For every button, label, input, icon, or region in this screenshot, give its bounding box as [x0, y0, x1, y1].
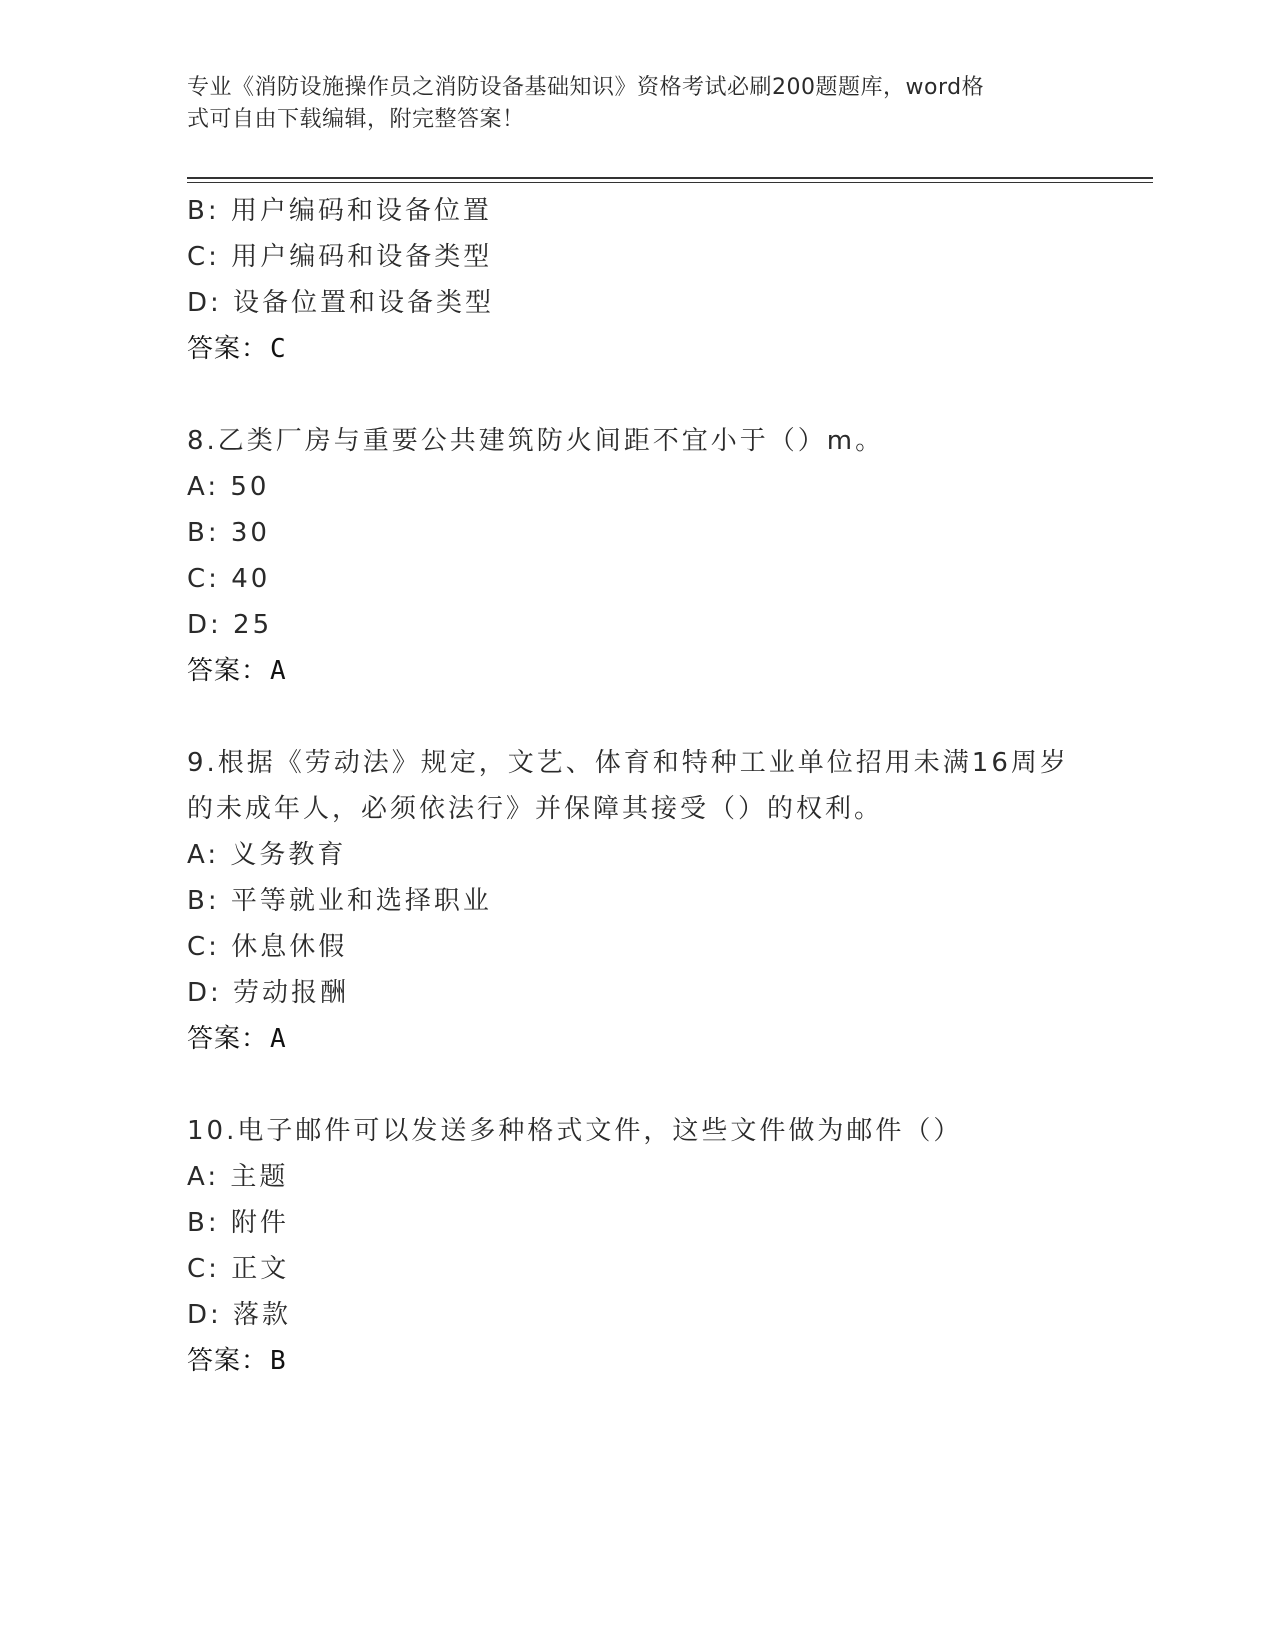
header-line-1: 专业《消防设施操作员之消防设备基础知识》资格考试必刷200题题库，word格 — [187, 75, 985, 100]
option-a: A: 义务教育 — [187, 840, 347, 870]
question-text-line-1: 9.根据《劳动法》规定，文艺、体育和特种工业单位招用未满16周岁 — [187, 748, 1069, 778]
answer-line: 答案：A — [187, 1024, 286, 1054]
question-content — [187, 188, 1087, 1384]
header-line-2: 式可自由下载编辑，附完整答案！ — [187, 107, 525, 132]
question-text: 10.电子邮件可以发送多种格式文件，这些文件做为邮件（） — [187, 1116, 963, 1146]
option-c: C: 休息休假 — [187, 932, 348, 962]
question-9 — [187, 740, 1087, 1062]
option-c: C: 40 — [187, 564, 271, 594]
option-b: B: 用户编码和设备位置 — [187, 196, 492, 226]
option-d: D: 设备位置和设备类型 — [187, 288, 495, 318]
option-d: D: 25 — [187, 610, 273, 640]
option-a: A: 主题 — [187, 1162, 289, 1192]
option-b: B: 平等就业和选择职业 — [187, 886, 492, 916]
option-d: D: 劳动报酬 — [187, 978, 350, 1008]
prev-question-block — [187, 188, 1087, 372]
question-text: 8.乙类厂房与重要公共建筑防火间距不宜小于（）m。 — [187, 426, 885, 456]
question-10 — [187, 1108, 1087, 1384]
option-c: C: 用户编码和设备类型 — [187, 242, 493, 272]
document-header — [187, 72, 1067, 136]
answer-line: 答案：B — [187, 1346, 286, 1376]
header-divider-thin — [187, 182, 1153, 183]
option-d: D: 落款 — [187, 1300, 292, 1330]
question-text-line-2: 的未成年人，必须依法行》并保障其接受（）的权利。 — [187, 794, 884, 824]
option-b: B: 附件 — [187, 1208, 289, 1238]
option-a: A: 50 — [187, 472, 270, 502]
question-8 — [187, 418, 1087, 694]
option-c: C: 正文 — [187, 1254, 290, 1284]
option-b: B: 30 — [187, 518, 270, 548]
answer-line: 答案：C — [187, 334, 286, 364]
answer-line: 答案：A — [187, 656, 286, 686]
header-divider-thick — [187, 177, 1153, 179]
